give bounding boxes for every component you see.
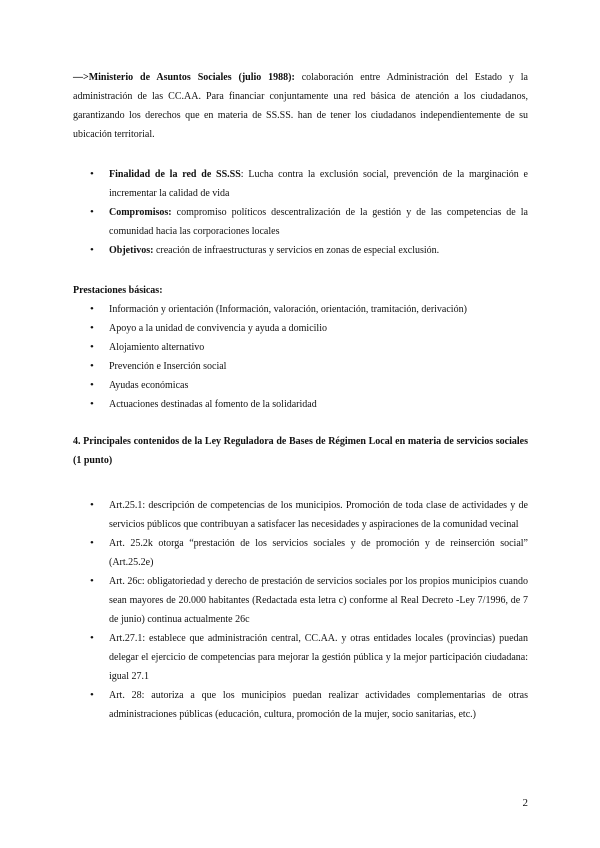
list-item: • Art.25.1: descripción de competencias de los municipios. Promoción de toda clase de actividades y de servicios públicos que contribuyan a satisfacer las necesidades y aspiraciones de la comunidad vecinal bbox=[73, 496, 528, 534]
features-list bbox=[73, 165, 528, 260]
list-item: • Ayudas económicas bbox=[73, 376, 528, 395]
list-item: • Alojamiento alternativo bbox=[73, 338, 528, 357]
feature-text: compromiso políticos descentralización de la gestión y de las competencias de la comunidad hacia las corporaciones locales bbox=[109, 207, 528, 237]
section-4-heading-text: 4. Principales contenidos de la Ley Reguladora de Bases de Régimen Local en materia de servicios sociales (1 punto) bbox=[73, 436, 528, 466]
list-item: • Información y orientación (Información, valoración, orientación, tramitación, derivación) bbox=[73, 300, 528, 319]
list-item: • Actuaciones destinadas al fomento de la solidaridad bbox=[73, 395, 528, 414]
list-item: • Art. 28: autoriza a que los municipios puedan realizar actividades complementarias de otras administraciones públicas (educación, cultura, promoción de la mujer, socio sanitarias, etc.) bbox=[73, 686, 528, 724]
section-4-list bbox=[73, 496, 528, 724]
prestaciones-list bbox=[73, 300, 528, 414]
page-content bbox=[73, 68, 528, 724]
intro-text: colaboración entre Administración del Estado y la administración de las CC.AA. Para financiar conjuntamente una red básica de atención a los ciudadanos, garantizando los derechos que en materia de SS.SS. han de tener los ciudadanos independientemente de su ubicación territorial. bbox=[73, 72, 528, 140]
list-item: • Art. 26c: obligatoriedad y derecho de prestación de servicios sociales por los propios municipios cuando sean mayores de 20.000 habitantes (Redactada esta letra c) conforme al Real Decreto -Ley 7/1996, de 7 de junio) continua actualmente 26c bbox=[73, 572, 528, 629]
feature-label: Finalidad de la red de SS.SS bbox=[109, 169, 241, 180]
list-item: • Prevención e Inserción social bbox=[73, 357, 528, 376]
intro-paragraph bbox=[73, 68, 528, 144]
page-number: 2 bbox=[522, 797, 528, 809]
prestaciones-heading bbox=[73, 281, 528, 300]
feature-label: Compromisos: bbox=[109, 207, 172, 218]
list-item: • Art. 25.2k otorga “prestación de los servicios sociales y de promoción y de reinserción social” (Art.25.2e) bbox=[73, 534, 528, 572]
feature-text: : Lucha contra la exclusión social, prevención de la marginación e incrementar la calidad de vida bbox=[109, 169, 528, 199]
feature-label: Objetivos: bbox=[109, 245, 154, 256]
feature-item-finalidad bbox=[73, 165, 528, 203]
intro-heading: —>Ministerio de Asuntos Sociales (julio 1988): bbox=[73, 72, 295, 83]
list-item: • Apoyo a la unidad de convivencia y ayuda a domicilio bbox=[73, 319, 528, 338]
section-4-heading bbox=[73, 432, 528, 470]
feature-item-compromisos bbox=[73, 203, 528, 241]
feature-text: creación de infraestructuras y servicios en zonas de especial exclusión. bbox=[153, 245, 440, 256]
feature-item-objetivos bbox=[73, 241, 528, 260]
prestaciones-heading-text: Prestaciones básicas: bbox=[73, 285, 163, 296]
list-item: • Art.27.1: establece que administración central, CC.AA. y otras entidades locales (provincias) puedan delegar el ejercicio de competencias para mejorar la gestión pública y la mejor participación ciudadana: igual 27.1 bbox=[73, 629, 528, 686]
